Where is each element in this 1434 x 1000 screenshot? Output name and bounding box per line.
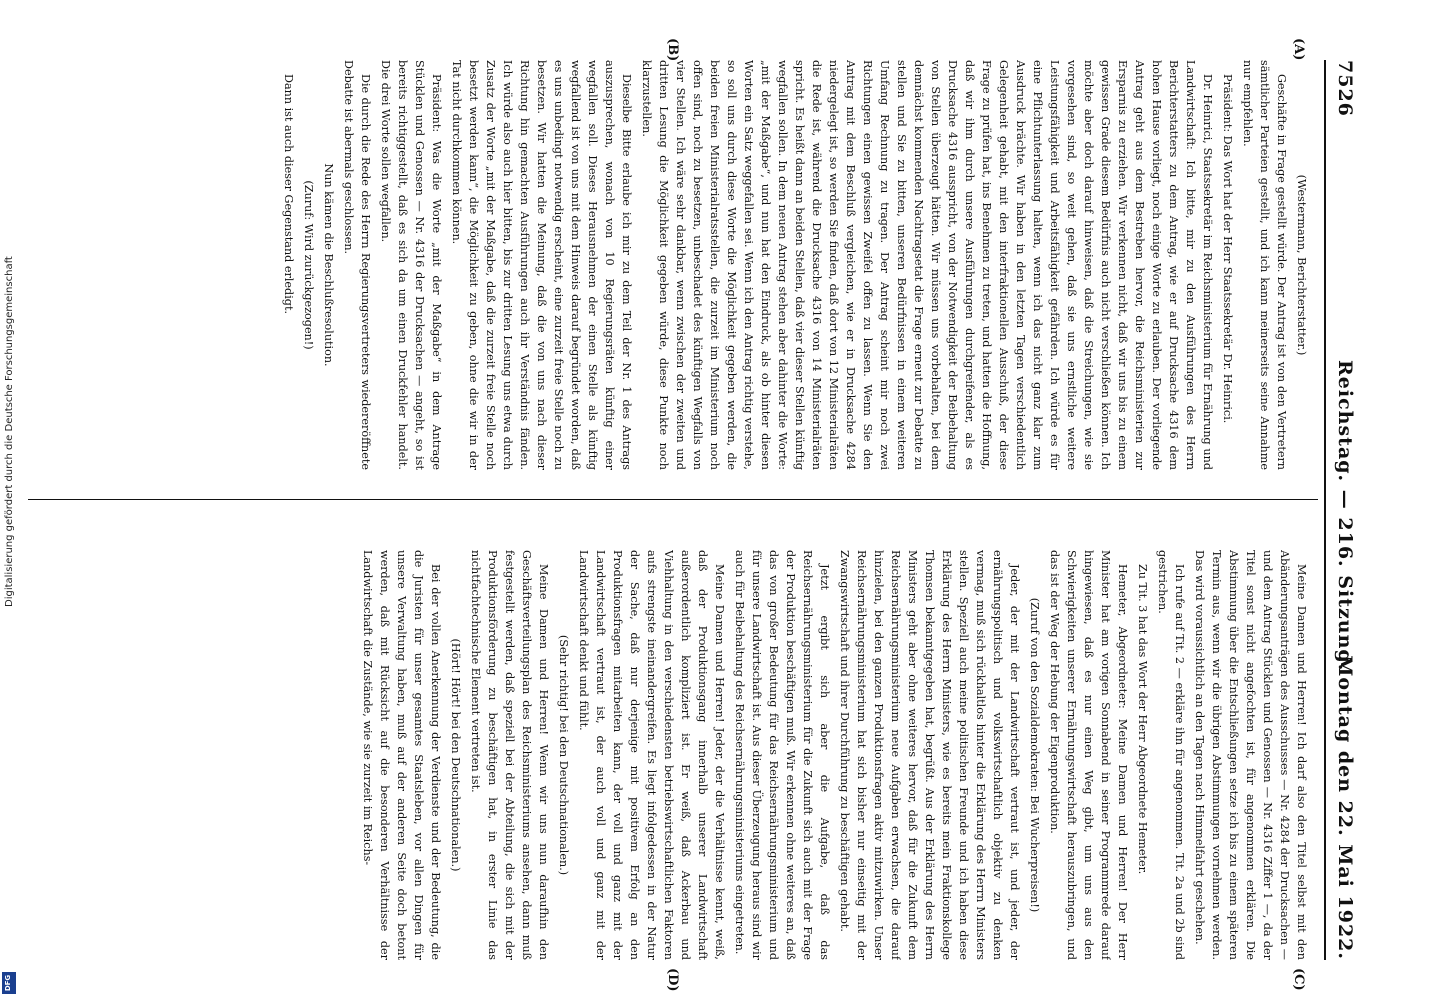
paragraph: Ich rufe auf Tit. 2 — erkläre ihn für angenommen. Tit. 2a und 2b sind gestrichen. xyxy=(1156,550,1186,960)
dfg-logo xyxy=(2,972,16,994)
margin-marker-a: (A) xyxy=(1291,38,1306,61)
margin-marker-d: (D) xyxy=(665,968,680,992)
session-date: Montag den 22. Mai 1922. xyxy=(1334,655,1356,960)
paragraph: Bei der vollen Anerkennung der Verdienste und der Bedeutung, die die Juristen für unser gesamtes Staatsleben, vor allen Dingen für unsere Verwaltung haben, muß auf der anderen Seite doch betont werden, daß mit Rücksicht auf die besonderen Verhältnisse der Landwirtschaft die Zustände, wie sie zurzeit im Reichs- xyxy=(361,550,442,960)
paragraph: Geschäfte in Frage gestellt würde. Der Antrag ist von den Vertretern sämtlicher Parteien gestellt, und ich kann meinerseits seine Annahme nur empfehlen. xyxy=(1241,60,1288,470)
page-title: Reichstag. — 216. Sitzung. xyxy=(1334,360,1356,672)
paragraph: Dann ist auch dieser Gegenstand erledigt. xyxy=(282,74,295,315)
left-column xyxy=(20,60,1310,470)
paragraph: Präsident: Das Wort hat der Herr Staatssekretär Dr. Heinrici. xyxy=(1221,74,1234,424)
interjection: (Zuruf: Wird zurückgezogen!) xyxy=(302,180,315,350)
paragraph: Meine Damen und Herren! Jeder, der die Verhältnisse kennt, weiß, daß der Produktionsgang innerhalb unserer Landwirtschaft außerordentlich kompliziert ist. Er weiß, daß Ackerbau und Viehhaltung in den verschiedensten betriebswirtschaftlichen Faktoren aufs strengste ineinandergreifen. Es liegt infolgedessen in der Natur der Sache, daß nur derjenige mit positivem Erfolg an den Produktionsfragen mitarbeiten kann, der voll und ganz mit der Landwirtschaft vertraut ist, der auch voll und ganz mit der Landwirtschaft denkt und fühlt. xyxy=(577,550,726,960)
page-header xyxy=(1324,60,1362,960)
interjection: (Sehr richtig! bei den Deutschnationalen.) xyxy=(557,634,570,876)
margin-marker-c: (C) xyxy=(1291,968,1306,991)
paragraph: Jeder, der mit der Landwirtschaft vertraut ist, und jeder, der ernährungspolitisch und volkswirtschaftlich objektiv zu denken vermag, muß sich rückhaltlos hinter die Erklärung des Herrn Ministers stellen. Speziell auch meine politischen Freunde und ich haben diese Erklärung des Herrn Ministers, wie es bereits mein Fraktionskollege Thomsen bekanntgegeben hat, begrüßt. Aus der Erklärung des Herrn Ministers geht aber ohne weiteres hervor, daß für die Zukunft dem Reichsernährungsministerium neue Aufgaben erwachsen, die darauf hinzielen, bei den ganzen Produktionsfragen aktiv mitzuwirken. Unser Reichsernährungsministerium hat sich bisher nur einseitig mit der Zwangswirtschaft und ihrer Durchführung zu beschäftigen gehabt. xyxy=(838,550,1021,960)
margin-marker-b: (B) xyxy=(665,38,680,62)
paragraph: (Westermann, Berichterstatter.) xyxy=(1295,174,1308,356)
right-column xyxy=(20,550,1310,960)
page-number: 7526 xyxy=(1334,60,1356,117)
paragraph: Dr. Heinrici, Staatssekretär im Reichsministerium für Ernährung und Landwirtschaft: Ich bitte, mir zu den Ausführungen des Herrn Berichterstatters zu dem Antrag, wie er auf Drucksache 4316 dem hohen Hause vorliegt, noch einige Worte zu erlauben. Der vorliegende Antrag geht aus dem Bestreben hervor, die Reichsministerien zur Ersparnis zu erziehen. Wir verkennen nicht, daß wir uns bis zu einem gewissen Grade diesem Bedürfnis auch nicht verschließen können. Ich möchte aber doch darauf hinweisen, daß die Streichungen, wie sie vorgesehen sind, so weit gehen, daß sie uns ernstliche weitere Leistungsfähigkeit und Arbeitsfähigkeit gefährden. Ich würde es für eine Pflichtunterlassung halten, wenn ich das nicht ganz klar zum Ausdruck brächte. Wir haben in den letzten Tagen verschiedentlich Gelegenheit gehabt, mit den interfraktionellen Ausschuß, der diese Frage zu prüfen hat, ins Benehmen zu treten, und hatten die Hoffnung, daß wir ihm durch unsere Ausführungen durchgreifender, als es Drucksache 4316 ausspricht, von der Notwendigkeit der Beibehaltung von Stellen überzeugt hätten. Wir müssen uns vorbehalten, bei dem demnächst kommenden Nachtragsetat die Frage erneut zur Debatte zu stellen und Sie zu bitten, unseren Bedürfnissen in einem weiteren Umfang Rechnung zu tragen. Der Antrag scheint mir noch zwei Richtungen einen gewissen Zweifel offen zu lassen. Wenn Sie den Antrag mit dem Beschluß vergleichen, wie er in Drucksache 4284 niedergelegt ist, so werden Sie finden, daß dort von 12 Ministerialräten die Rede ist, während die Drucksache 4316 von 14 Ministerialräten spricht. Es heißt dann an beiden Stellen, daß vier dieser Stellen künftig wegfallen sollen. In dem neuen Antrag stehen aber dahinter die Worte: „mit der Maßgabe“, und nun hat den Eindruck, als ob hinter diesen Worten ein Satz weggefallen sei. Wenn ich den Antrag richtig verstehe, so soll uns durch diese Worte die Möglichkeit gegeben werden, die beiden freien Ministerialratsstellen, die zurzeit im Ministerium noch offen sind, noch zu besetzen, unbeschadet des künftigen Wegfalls von vier Stellen. Ich wäre sehr dankbar, wenn zwischen der zweiten und dritten Lesung die Möglichkeit gegeben würde, diese Punkte noch klarzustellen. xyxy=(640,60,1214,470)
paragraph: Dieselbe Bitte erlaube ich mir zu dem Teil der Nr. 1 des Antrags auszusprechen, wonach von 10 Regierungsräten künftig einer wegfallen soll. Dieses Herausnehmen der einen Stelle als künftig wegfallend ist von uns mit dem Hinweis darauf begründet worden, daß es uns unbedingt notwendig erscheint, eine zurzeit freie Stelle noch zu besetzen. Wir hatten die Meinung, daß die von uns nach dieser Richtung hin gemachten Ausführungen auch ihr Verständnis fänden. Ich würde also auch hier bitten, bis zur dritten Lesung uns etwa durch Zusatz der Worte „mit der Maßgabe, daß die zurzeit freie Stelle noch besetzt werden kann“, die Möglichkeit zu geben, ohne die wir in der Tat nicht durchkommen können. xyxy=(450,60,633,470)
paragraph: Meine Damen und Herren! Ich darf also den Titel selbst mit den Abänderungsanträgen des Ausschusses — Nr. 4284 der Drucksachen — und dem Antrag Stücklen und Genossen — Nr. 4316 Ziffer 1 —, da der Titel sonst nicht angefochten ist, für angenommen erklären. Die Abstimmung über die Entschließungen setze ich bis zu einem späteren Termin aus, wenn wir die übrigen Abstimmungen vornehmen werden. Das wird voraussichtlich an den Tagen nach Himmelfahrt geschehen. xyxy=(1193,550,1308,960)
paragraph: Präsident: Was die Worte „mit der Maßgabe“ in dem Antrage Stücklen und Genossen — Nr. 4316 der Drucksachen — angeht, so ist bereits richtiggestellt, daß es sich da um einen Druckfehler handelt. Die drei Worte sollen wegfallen. xyxy=(379,60,443,470)
paragraph: Meine Damen und Herren! Wenn wir uns nun daraufhin den Geschäftsverteilungsplan des Reichsministeriums ansehen, dann muß festgestellt werden, daß speziell bei der Abteilung, die sich mit der Produktionsförderung zu beschäftigen hat, in erster Linie das nichtfachtechnische Element vertreten ist. xyxy=(469,550,550,960)
paragraph: Nun kämen die Beschlußresolution. xyxy=(322,163,335,367)
paragraph: Jetzt ergibt sich aber die Aufgabe, daß das Reichsernährungsministerium für die Zukunft sich auch mit der Frage der Produktion beschäftigen muß. Wir erkennen ohne weiteres an, daß das von großer Bedeutung für das Reichsernährungsministerium und für unsere Landwirtschaft ist. Aus dieser Überzeugung heraus sind wir auch für Beibehaltung des Reichsernährungsministeriums eingetreten. xyxy=(733,550,831,960)
paragraph: Die durch die Rede des Herrn Regierungsvertreters wiedereröffnete Debatte ist abermals geschlossen. xyxy=(342,60,372,470)
interjection: (Hört! Hört! bei den Deutschnationalen.) xyxy=(449,638,462,872)
dfg-logo-text: DFG xyxy=(4,974,13,992)
paragraph: Zu Tit. 3 hat das Wort der Herr Abgeordnete Hemeter. xyxy=(1136,564,1149,875)
interjection: (Zuruf von den Sozialdemokraten: Bei Wucherpreisen!) xyxy=(1028,597,1041,913)
column-divider xyxy=(28,499,1318,500)
digitization-note: Digitalisierung gefördert durch die Deutsche Forschungsgemeinschaft xyxy=(4,256,15,607)
paragraph: Hemeter, Abgeordneter: Meine Damen und Herren! Der Herr Minister hat am vorigen Sonnabend in seiner Programmrede darauf hingewiesen, daß es nur einen Weg gibt, um uns aus den Schwierigkeiten unserer Ernährungswirtschaft herauszubringen, und das ist der Weg der Hebung der Eigenproduktion. xyxy=(1048,550,1129,960)
